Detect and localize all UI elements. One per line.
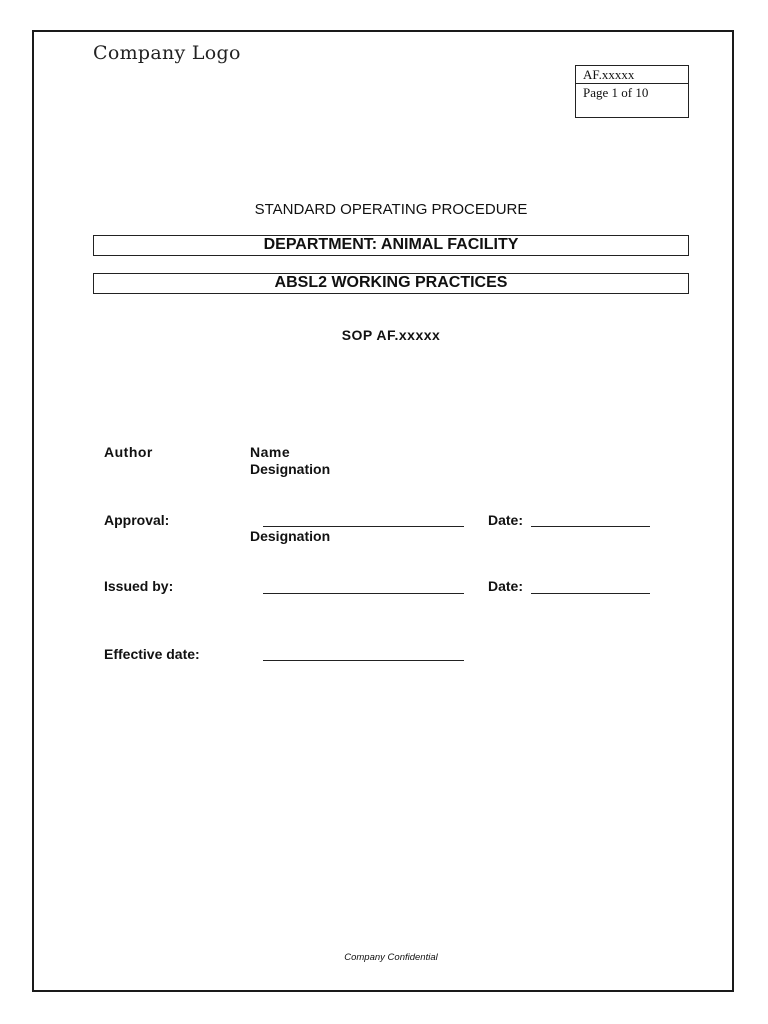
approval-signature-line [263,526,464,527]
approval-designation: Designation [250,528,331,544]
document-type-heading: STANDARD OPERATING PROCEDURE [254,201,528,218]
author-name: Name [250,444,291,460]
page-number: Page 1 of 10 [583,85,649,100]
procedure-title: ABSL2 WORKING PRACTICES [93,273,689,294]
issued-date-label: Date: [488,578,524,594]
page-border [32,30,734,992]
company-logo: Company Logo [93,42,241,64]
approval-date-line [531,526,650,527]
approval-label: Approval: [104,512,170,528]
issued-date-line [531,593,650,594]
effective-date-line [263,660,464,661]
approval-date-label: Date: [488,512,524,528]
issued-by-label: Issued by: [104,578,174,594]
confidential-footer: Company Confidential [344,952,438,963]
document-code: AF.xxxxx [576,66,688,84]
issued-by-signature-line [263,593,464,594]
department-title: DEPARTMENT: ANIMAL FACILITY [93,235,689,256]
effective-date-label: Effective date: [104,646,200,662]
author-label: Author [104,444,153,460]
author-designation: Designation [250,461,331,477]
sop-number: SOP AF.xxxxx [341,327,441,343]
document-reference-box [575,65,689,118]
